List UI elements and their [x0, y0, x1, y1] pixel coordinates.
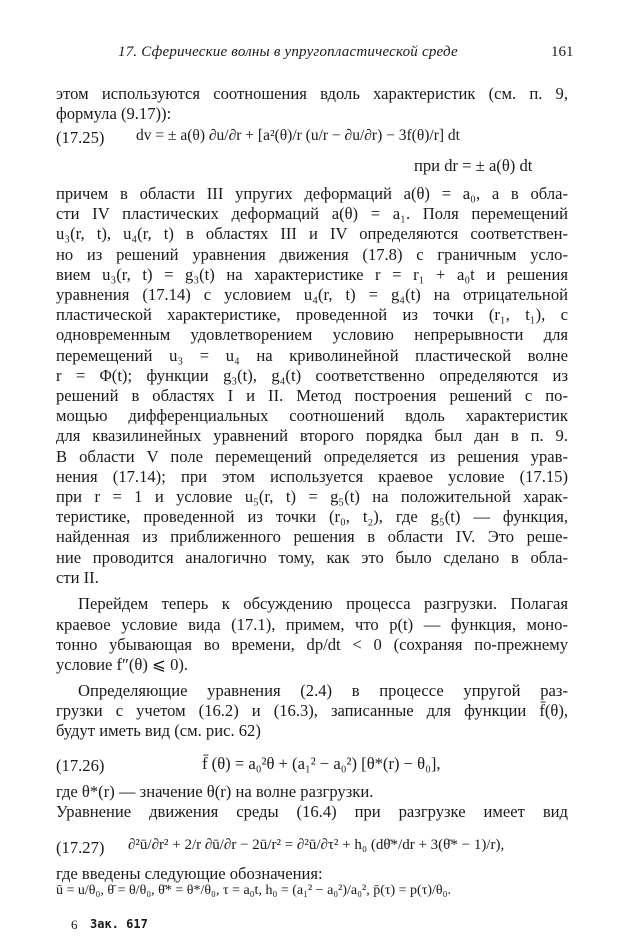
- footer-sheet-number: 6: [71, 917, 78, 932]
- text-line: Определяющие уравнения (2.4) в процессе упругой раз-: [78, 681, 568, 700]
- text-line: но из решений уравнения движения (17.8) с граничным усло-: [56, 245, 568, 264]
- equation-definitions: ū = u/θ₀, θ̄ = θ/θ₀, θ̄* = θ*/θ₀, τ = a₀t, h₀ = (a₁² − a₀²)/a₀², p̄(τ) = p(τ)/θ₀.: [56, 883, 451, 898]
- equation-17-25: dv = ± a(θ) ∂u/∂r + [a²(θ)/r (u/r − ∂u/∂r) − 3f(θ)/r] dt: [136, 127, 460, 144]
- text-line: найденная из приближенного решения в области IV. Это реше-: [56, 527, 568, 546]
- text-line: краевое условие вида (17.1), примем, что p(t) — функция, моно-: [56, 615, 568, 634]
- text-line: теристике, проведенной из точки (r₀, t₂), где g₅(t) — функция,: [56, 507, 568, 526]
- text-line: условие f″(θ) ⩽ 0).: [56, 655, 189, 674]
- text-line: решений в областях I и II. Метод построения решений с по-: [56, 386, 568, 405]
- text-line: перемещений u₃ = u₄ на криволинейной пластической волне: [56, 346, 568, 365]
- text-line: Перейдем теперь к обсуждению процесса разгрузки. Полагая: [78, 594, 568, 613]
- text-line: при r = 1 и условие u₅(r, t) = g₅(t) на положительной харак-: [56, 487, 568, 506]
- text-line: будут иметь вид (см. рис. 62): [56, 721, 261, 740]
- text-line: причем в области III упругих деформаций a(θ) = a₀, а в обла-: [56, 184, 568, 203]
- text-line: сти IV пластических деформаций a(θ) = a₁. Поля перемещений: [56, 204, 568, 223]
- text-line: для квазилинейных уравнений второго порядка был дан в п. 9.: [56, 426, 568, 445]
- equation-label: (17.27): [56, 838, 105, 857]
- text-line: одновременным удовлетворением условию непрерывности для: [56, 325, 568, 344]
- footer-order: Зак. 617: [90, 917, 148, 931]
- text-line: этом используются соотношения вдоль характеристик (см. п. 9,: [56, 84, 568, 103]
- equation-17-27: ∂²ū/∂r² + 2/r ∂ū/∂r − 2ū/r² = ∂²ū/∂τ² + h₀ (dθ̄*/dr + 3(θ̄* − 1)/r),: [128, 837, 505, 853]
- text-line: где введены следующие обозначения:: [56, 864, 323, 883]
- text-line: формула (9.17)):: [56, 104, 172, 123]
- page-number: 161: [551, 44, 574, 60]
- equation-condition: при dr = ± a(θ) dt: [414, 156, 533, 175]
- equation-label: (17.25): [56, 128, 105, 147]
- text-line: u₃(r, t), u₄(r, t) в областях III и IV определяются соответствен-: [56, 224, 568, 243]
- text-line: ние проводится аналогично тому, как это было сделано в обла-: [56, 548, 568, 567]
- text-line: мощью дифференциальных соотношений вдоль характеристик: [56, 406, 568, 425]
- equation-17-26: f̄ (θ) = a₀²θ + (a₁² − a₀²) [θ*(r) − θ₀],: [202, 754, 441, 773]
- running-title: 17. Сферические волны в упругопластической среде: [118, 44, 458, 60]
- text-line: где θ*(r) — значение θ(r) на волне разгрузки.: [56, 782, 374, 801]
- text-line: уравнения (17.14) с условием u₄(r, t) = g₄(t) на отрицательной: [56, 285, 568, 304]
- text-line: вием u₃(r, t) = g₃(t) на характеристике r = r₁ + a₀t и решения: [56, 265, 568, 284]
- equation-label: (17.26): [56, 756, 105, 775]
- text-line: r = Φ(t); функции g₃(t), g₄(t) соответственно определяются из: [56, 366, 568, 385]
- text-line: тонно убывающая во времени, dp/dt < 0 (сохраняя по-прежнему: [56, 635, 568, 654]
- text-line: сти II.: [56, 568, 99, 587]
- text-line: Уравнение движения среды (16.4) при разгрузке имеет вид: [56, 802, 568, 821]
- text-line: грузки с учетом (16.2) и (16.3), записанные для функции f̄(θ),: [56, 701, 568, 720]
- text-line: В области V поле перемещений определяется из решения урав-: [56, 447, 568, 466]
- text-line: нения (17.14); при этом используется краевое условие (17.15): [56, 467, 568, 486]
- text-line: пластической характеристике, проведенной из точки (r₁, t₁), с: [56, 305, 568, 324]
